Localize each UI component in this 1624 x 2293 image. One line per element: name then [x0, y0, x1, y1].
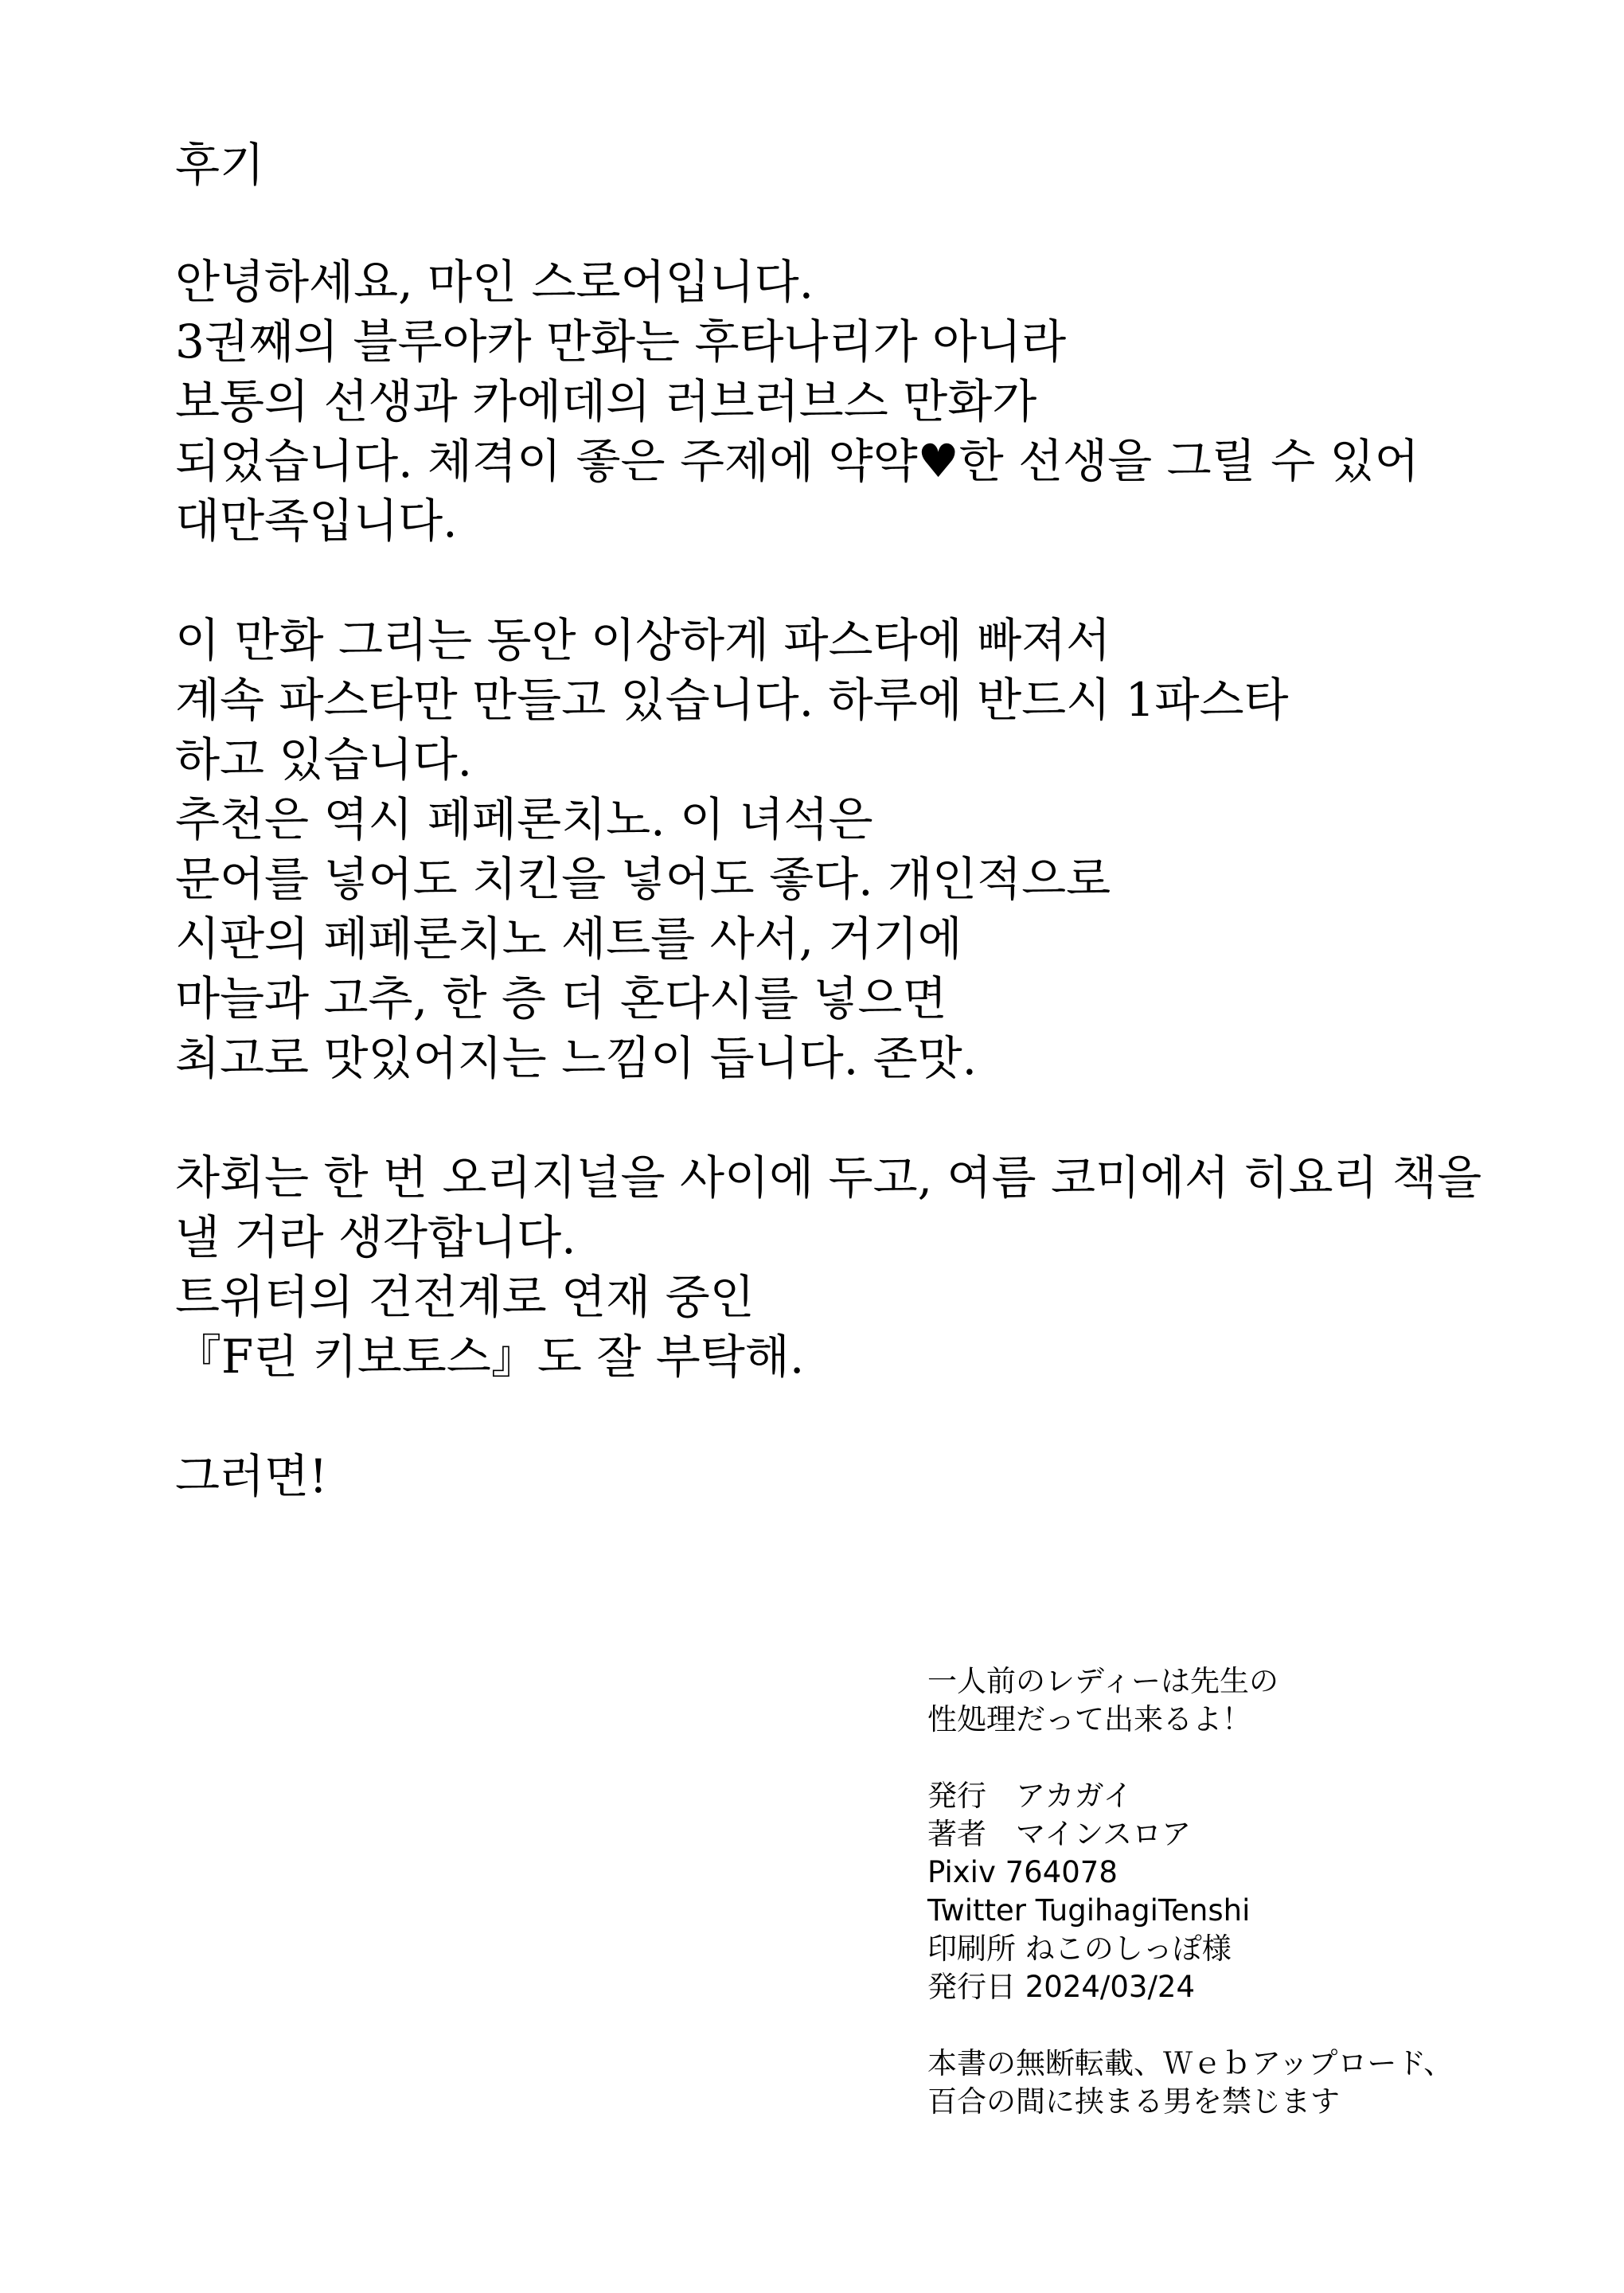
afterword-line: 3권째의 블루아카 만화는 후타나리가 아니라 — [175, 314, 1067, 369]
afterword-line: 이 만화 그리는 동안 이상하게 파스타에 빠져서 — [175, 613, 1111, 667]
afterword-line: 계속 파스타만 만들고 있습니다. 하루에 반드시 1파스타 — [175, 673, 1289, 727]
colophon-notice-line: 百合の間に挟まる男を禁じます — [927, 2084, 1340, 2119]
afterword-line: 『F린 키보토스』도 잘 부탁해. — [175, 1330, 805, 1384]
colophon-notice-line: 本書の無断転載、Ｗｅｂアップロード、 — [927, 2046, 1454, 2080]
afterword-paragraph-2 — [175, 611, 1544, 1088]
afterword-line: 보통의 선생과 카에데의 러브러브스 만화가 — [175, 374, 1037, 428]
colophon-publisher: 発行 アカガイ — [927, 1779, 1133, 1813]
afterword-line: 시판의 페페론치노 세트를 사서, 거기에 — [175, 912, 962, 966]
afterword-line: 낼 거라 생각합니다. — [175, 1210, 576, 1264]
colophon-twitter: Twitter TugihagiTenshi — [927, 1893, 1251, 1928]
afterword-paragraph-3 — [175, 1148, 1544, 1387]
afterword-line: 트위터의 건전계로 연재 중인 — [175, 1270, 755, 1324]
afterword-line: 차회는 한 번 오리지널을 사이에 두고, 여름 코미에서 히요리 책을 — [175, 1150, 1482, 1205]
colophon-title-line: 性処理だって出来るよ！ — [927, 1702, 1251, 1736]
colophon-notice — [927, 2045, 1588, 2121]
colophon-book-title — [927, 1662, 1588, 1739]
afterword-line: 하고 있습니다. — [175, 732, 473, 787]
afterword-line: 추천은 역시 페페론치노. 이 녀석은 — [175, 792, 873, 846]
afterword-paragraph-1 — [175, 252, 1544, 551]
afterword-line: 문어를 넣어도 치킨을 넣어도 좋다. 개인적으로 — [175, 852, 1111, 906]
afterword-line: 최고로 맛있어지는 느낌이 듭니다. 존맛. — [175, 1031, 978, 1085]
colophon-publication-info — [927, 1777, 1588, 2006]
colophon-author: 著者 マインスロア — [927, 1817, 1192, 1851]
colophon-title-line: 一人前のレディーは先生の — [927, 1664, 1279, 1698]
colophon — [927, 1662, 1588, 2121]
colophon-pixiv: Pixiv 764078 — [927, 1855, 1118, 1889]
afterword-section — [175, 135, 1544, 1566]
afterword-heading: 후기 — [175, 138, 265, 192]
afterword-line: 대만족입니다. — [175, 494, 458, 548]
colophon-publish-date: 発行日 2024/03/24 — [927, 1970, 1196, 2004]
afterword-line: 되었습니다. 체격이 좋은 주제에 약약♥한 선생을 그릴 수 있어 — [175, 434, 1419, 488]
afterword-line: 안녕하세요, 마인 스로어입니다. — [175, 255, 814, 309]
colophon-printer: 印刷所 ねこのしっぽ様 — [927, 1932, 1232, 1966]
afterword-line: 마늘과 고추, 한 층 더 혼다시를 넣으면 — [175, 971, 947, 1025]
afterword-closing: 그러면! — [175, 1449, 328, 1503]
afterword-paragraph-4 — [175, 1447, 1544, 1506]
